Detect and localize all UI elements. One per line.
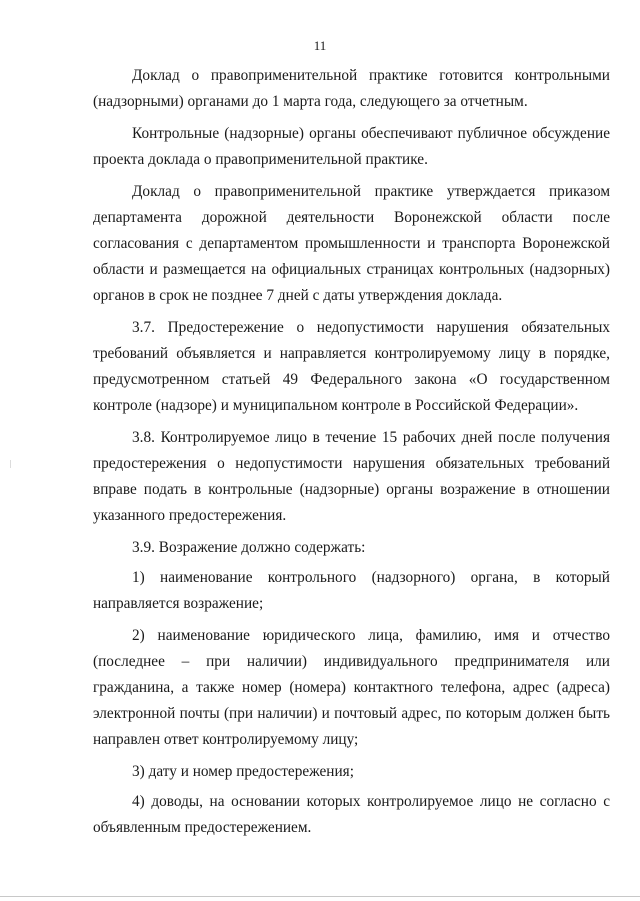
paragraph-report-deadline: Доклад о правоприменительной практике готовится контрольными (надзорными) органами до 1 марта года, следующего за отчетным. [93,67,610,110]
list-item-4: 4) доводы, на основании которых контролируемое лицо не согласно с объявленным предостережением. [93,793,610,836]
scan-bottom-edge [0,896,640,897]
paragraph-public-discussion: Контрольные (надзорные) органы обеспечивают публичное обсуждение проекта доклада о правоприменительной практике. [93,125,610,168]
list-item-3: 3) дату и номер предостережения; [132,763,354,780]
list-item-2: 2) наименование юридического лица, фамилию, имя и отчество (последнее – при наличии) индивидуального предпринимателя или гражданина, а также номер (номера) контактного телефона, адрес (адреса) электронной почты (при наличии) и почтовый адрес, по которым должен быть направлен ответ контролируемому лицу; [93,627,610,748]
list-item-1: 1) наименование контрольного (надзорного) органа, в который направляется возражение; [93,569,610,612]
paragraph-3-9-objection-content: 3.9. Возражение должно содержать: [132,539,366,556]
scan-mark [10,460,11,468]
paragraph-3-8-objection-right: 3.8. Контролируемое лицо в течение 15 рабочих дней после получения предостережения о недопустимости нарушения обязательных требований вправе подать в контрольные (надзорные) органы возражение в отношении указанного предостережения. [93,429,610,524]
document-body [93,63,610,847]
paragraph-3-7-warning: 3.7. Предостережение о недопустимости нарушения обязательных требований объявляется и направляется контролируемому лицу в порядке, предусмотренном статьей 49 Федерального закона «О государственном контроле (надзоре) и муниципальном контроле в Российской Федерации». [93,319,610,414]
page-number: 11 [313,38,327,53]
paragraph-report-approval: Доклад о правоприменительной практике утверждается приказом департамента дорожной деятельности Воронежской области после согласования с департаментом промышленности и транспорта Воронежской области и размещается на официальных страницах контрольных (надзорных) органов в срок не позднее 7 дней с даты утверждения доклада. [93,183,610,304]
